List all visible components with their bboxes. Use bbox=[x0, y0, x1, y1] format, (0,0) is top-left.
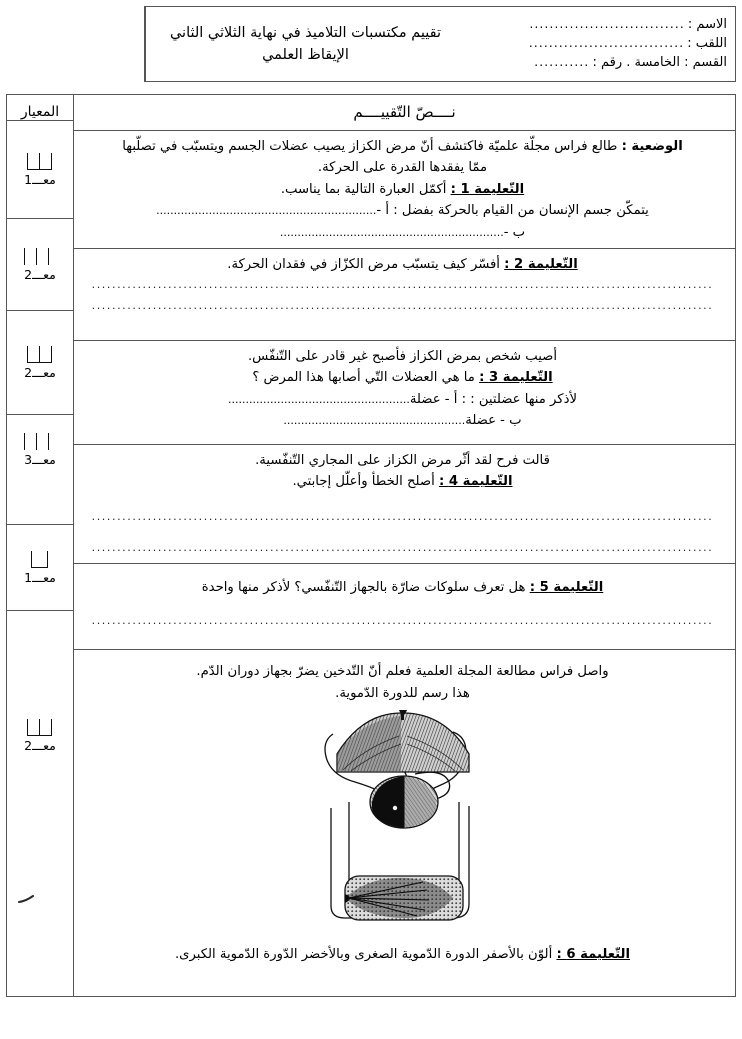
q6-context-line-1: واصل فراس مطالعة المجلة العلمية فعلم أنّ التّدخين يضرّ بجهاز دوران الدّم. bbox=[196, 664, 609, 680]
exam-title-line1: تقييم مكتسبات التلاميذ في نهاية الثلاثي الثاني bbox=[169, 24, 442, 41]
answer-1a-blank[interactable]: ............................................................... bbox=[156, 204, 377, 218]
score-box[interactable] bbox=[31, 551, 48, 568]
criterion-cell-2 bbox=[7, 219, 73, 311]
student-name-label: الاسم : bbox=[687, 16, 727, 32]
instruction-2: التّعليمة 2 : أفسّر كيف يتسبّب مرض الكزّاز في فقدان الحركة. bbox=[227, 256, 578, 272]
answer-3a-row[interactable]: لأذكر منها عضلتين : : أ - عضلة.................................................... bbox=[228, 391, 577, 407]
instruction-6: التّعليمة 6 : ألوّن بالأصفر الدورة الدّموية الصغرى وبالأخضر الدّورة الدّموية الكبرى. bbox=[174, 947, 631, 963]
circulation-svg bbox=[303, 710, 503, 940]
row-q5 bbox=[74, 564, 735, 650]
score-box[interactable] bbox=[27, 153, 40, 170]
q3-context: أصيب شخص بمرض الكزاز فأصبح غير قادر على التّنفّس. bbox=[247, 348, 558, 364]
criterion-cell-4 bbox=[7, 415, 73, 525]
criterion-cell-3 bbox=[7, 311, 73, 415]
criterion-label-5: معـــ1 bbox=[24, 569, 56, 585]
answer-1b-row[interactable]: ب -................................................................ bbox=[279, 224, 526, 240]
score-boxes-4[interactable] bbox=[22, 433, 58, 450]
score-box[interactable] bbox=[27, 719, 40, 736]
score-box[interactable] bbox=[39, 719, 52, 736]
situation-line-1: الوضعية : طالع فراس مجلّة علميّة فاكتشف أنّ مرض الكزاز يصيب عضلات الجسم ويتسبّب في تصلّبها bbox=[122, 139, 683, 154]
answer-1a-row[interactable]: يتمكّن جسم الإنسان من القيام بالحركة بفضل : أ -............................................................... bbox=[156, 203, 649, 219]
score-box[interactable] bbox=[48, 433, 58, 450]
criteria-column-header: المعيار bbox=[7, 95, 73, 121]
instruction-5: التّعليمة 5 : هل تعرف سلوكات ضارّة بالجهاز التّنفّسي؟ لأذكر منها واحدة bbox=[201, 580, 604, 596]
body-organs-shape bbox=[345, 876, 463, 920]
criterion-label-4: معـــ3 bbox=[24, 452, 56, 467]
score-boxes-3[interactable] bbox=[28, 346, 52, 363]
row-q3 bbox=[74, 341, 735, 445]
criterion-cell-5 bbox=[7, 525, 73, 611]
answer-2-line-1[interactable]: .......................................................................................................................... bbox=[91, 278, 714, 292]
row-q6 bbox=[74, 650, 735, 996]
answer-4-line-2[interactable]: .......................................................................................................................... bbox=[91, 540, 714, 554]
blood-circulation-diagram bbox=[84, 710, 721, 940]
score-box[interactable] bbox=[39, 346, 52, 363]
score-box[interactable] bbox=[39, 153, 52, 170]
assessment-table bbox=[6, 94, 736, 997]
score-boxes-5[interactable] bbox=[32, 551, 48, 568]
criterion-label-1: معـــ1 bbox=[24, 171, 56, 187]
score-boxes-6[interactable] bbox=[28, 719, 52, 736]
criterion-cell-6 bbox=[7, 611, 73, 957]
student-surname-row bbox=[471, 36, 727, 52]
student-id-cell bbox=[465, 7, 735, 81]
lungs-shape bbox=[337, 710, 469, 772]
text-column-header: نــــصّ التّقييــــم bbox=[74, 95, 735, 131]
criterion-label-3: معـــ2 bbox=[24, 364, 56, 380]
criterion-label-2: معـــ2 bbox=[24, 266, 56, 282]
answer-5-line-1[interactable]: .......................................................................................................................... bbox=[91, 613, 714, 627]
criteria-column bbox=[7, 95, 73, 996]
student-surname-blank[interactable]: ............................... bbox=[528, 35, 685, 50]
situation-line-2: ممّا يفقدها القدرة على الحركة. bbox=[317, 160, 488, 176]
row-situation bbox=[74, 131, 735, 249]
row-q2 bbox=[74, 249, 735, 341]
q6-context-line-2: هذا رسم للدورة الدّموية. bbox=[335, 685, 470, 701]
exam-title-line2: الإيقاظ العلمي bbox=[262, 47, 349, 63]
score-boxes-2[interactable] bbox=[22, 248, 58, 265]
student-number-blank[interactable]: ........... bbox=[534, 55, 590, 70]
criterion-label-6: معـــ2 bbox=[24, 738, 56, 753]
instruction-3: التّعليمة 3 : ما هي العضلات التّي أصابها هذا المرض ؟ bbox=[252, 370, 553, 386]
criterion-cell-1 bbox=[7, 121, 73, 219]
instruction-4: التّعليمة 4 : أصلح الخطأ وأعلّل إجابتي. bbox=[292, 474, 513, 490]
exam-title-cell bbox=[145, 7, 465, 81]
student-class-label: القسم : الخامسة . رقم : bbox=[592, 55, 727, 71]
score-boxes-1[interactable] bbox=[28, 153, 52, 170]
instruction-1: التّعليمة 1 : أكمّل العبارة التالية بما يناسب. bbox=[280, 181, 525, 197]
answer-4-line-1[interactable]: .......................................................................................................................... bbox=[91, 509, 714, 523]
answer-3b-blank[interactable]: .................................................... bbox=[283, 414, 466, 427]
q4-context: قالت فرح لقد أثّر مرض الكزاز على المجاري التّنفّسية. bbox=[255, 452, 550, 468]
assessment-text-column bbox=[73, 95, 735, 996]
student-surname-label: اللقب : bbox=[687, 35, 727, 51]
answer-3a-blank[interactable]: .................................................... bbox=[228, 392, 410, 406]
student-class-row bbox=[471, 55, 727, 71]
score-box[interactable] bbox=[36, 433, 46, 450]
score-box[interactable] bbox=[36, 248, 46, 265]
score-box[interactable] bbox=[48, 248, 58, 265]
row-q4 bbox=[74, 445, 735, 565]
answer-1b-blank[interactable]: ................................................................ bbox=[279, 225, 504, 239]
student-name-blank[interactable]: ............................... bbox=[529, 16, 685, 31]
score-box[interactable] bbox=[24, 433, 34, 450]
heart-shape bbox=[370, 776, 438, 828]
answer-2-line-2[interactable]: .......................................................................................................................... bbox=[91, 299, 714, 313]
score-box[interactable] bbox=[24, 248, 34, 265]
student-name-row bbox=[471, 17, 727, 33]
header-table bbox=[144, 6, 736, 82]
answer-3b-row[interactable]: ب - عضلة.................................................... bbox=[283, 413, 522, 428]
score-box[interactable] bbox=[27, 346, 40, 363]
